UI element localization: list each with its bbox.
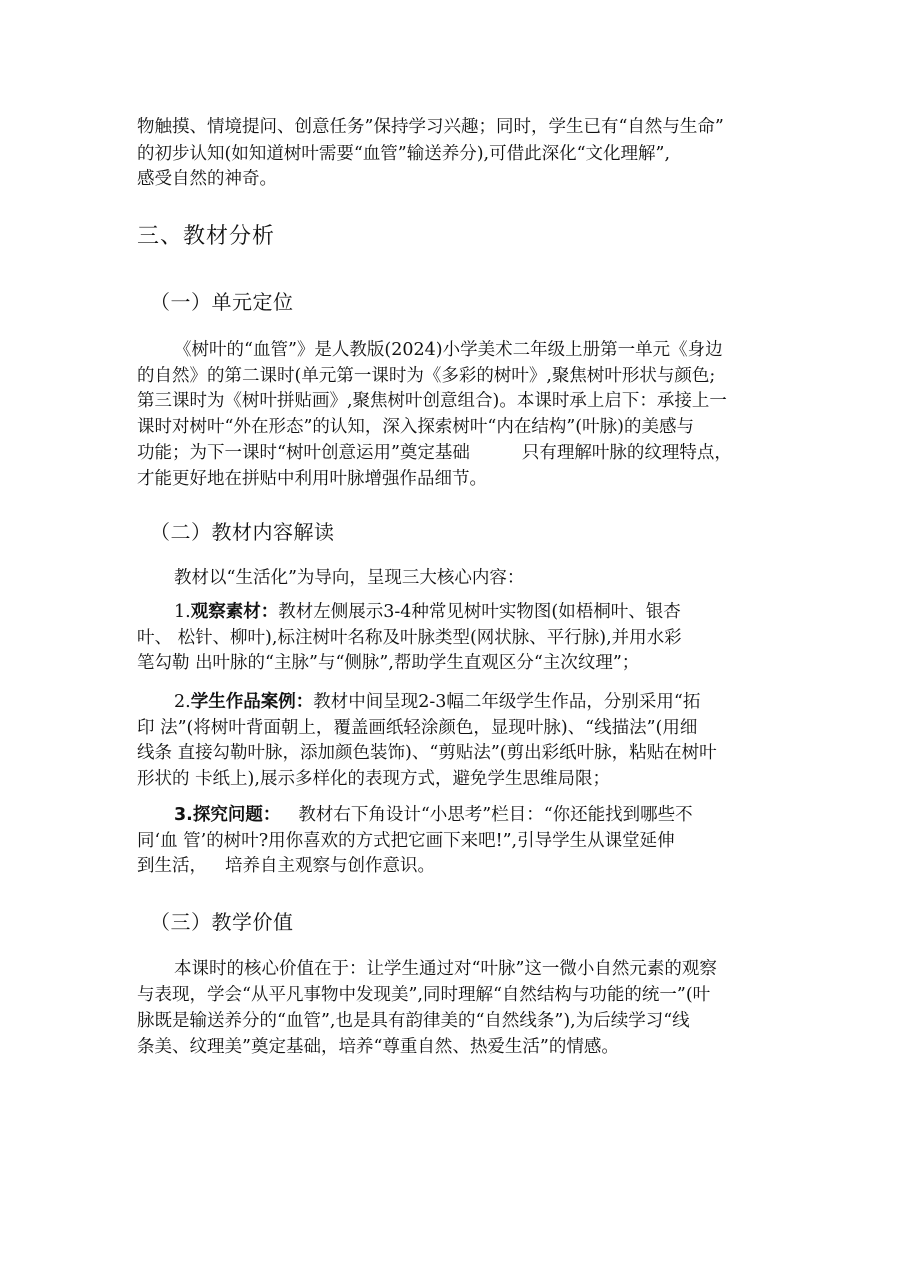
subsection-heading-2: （二）教材内容解读	[150, 520, 335, 544]
unit-paragraph-line-5	[137, 441, 732, 466]
item2-line-1	[174, 690, 700, 715]
unit-paragraph-line-1: 《树叶的“血管”》是人教版(2024)小学美术二年级上册第一单元《身边	[174, 340, 723, 360]
item3-text-3a: 到生活，	[137, 856, 207, 876]
item1-line-1	[174, 600, 681, 625]
item2-line-2: 印 法”(将树叶背面朝上，覆盖画纸轻涂颜色，显现叶脉)、“线描法”(用细	[137, 718, 698, 738]
item1-number: 1.	[174, 602, 191, 622]
item1-label: 观察素材：	[190, 602, 279, 622]
item3-line-1	[174, 803, 693, 828]
subsection-heading-1: （一）单元定位	[150, 290, 294, 314]
section-heading: 三、教材分析	[137, 224, 276, 249]
item2-label: 学生作品案例：	[190, 692, 314, 712]
item1-line-2: 叶、 松针、柳叶),标注树叶名称及叶脉类型(网状脉、平行脉),并用水彩	[137, 628, 682, 648]
intro-line-1: 物触摸、情境提问、创意任务”保持学习兴趣；同时，学生已有“自然与生命”	[137, 117, 724, 137]
item2-line-4: 形状的 卡纸上),展示多样化的表现方式，避免学生思维局限；	[137, 769, 610, 789]
item3-text-1: 教材右下角设计“小思考”栏目：“你还能找到哪些不	[298, 805, 693, 825]
unit-paragraph-line-3: 第三课时为《树叶拼贴画》,聚焦树叶创意组合)。本课时承上启下：承接上一	[137, 391, 727, 411]
value-paragraph-line-1: 本课时的核心价值在于：让学生通过对“叶脉”这一微小自然元素的观察	[174, 959, 717, 979]
item3-line-3	[137, 854, 435, 879]
unit-paragraph-line-5a: 功能；为下一课时“树叶创意运用”奠定基础	[137, 443, 470, 463]
item1-line-3: 笔勾勒 出叶脉的“主脉”与“侧脉”,帮助学生直观区分“主次纹理”；	[137, 653, 640, 673]
value-paragraph-line-2: 与表现，学会“从平凡事物中发现美”,同时理解“自然结构与功能的统一”(叶	[137, 985, 711, 1005]
unit-paragraph-line-2: 的自然》的第二课时(单元第一课时为《多彩的树叶》,聚焦树叶形状与颜色;	[137, 366, 716, 386]
intro-line-2: 的初步认知(如知道树叶需要“血管”输送养分),可借此深化“文化理解”,	[137, 144, 671, 164]
value-paragraph-line-4: 条美、纹理美”奠定基础，培养“尊重自然、热爱生活”的情感。	[137, 1037, 619, 1057]
item2-text-1: 教材中间呈现2-3幅二年级学生作品，分别采用“拓	[313, 692, 701, 712]
unit-paragraph-line-6: 才能更好地在拼贴中利用叶脉增强作品细节。	[137, 469, 487, 489]
subsection-heading-3: （三）教学价值	[150, 910, 294, 934]
unit-paragraph-line-5b: 只有理解叶脉的纹理特点，	[521, 443, 732, 463]
item3-label: 3.探究问题：	[174, 805, 281, 825]
item2-line-3: 线条 直接勾勒叶脉，添加颜色装饰)、“剪贴法”(剪出彩纸叶脉，粘贴在树叶	[137, 743, 717, 763]
item2-number: 2.	[174, 692, 191, 712]
unit-paragraph-line-4: 课时对树叶“外在形态”的认知，深入探索树叶“内在结构”(叶脉)的美感与	[137, 417, 694, 437]
intro-line-3: 感受自然的神奇。	[137, 169, 277, 189]
value-paragraph-line-3: 脉既是输送养分的“血管”,也是具有韵律美的“自然线条”),为后续学习“线	[137, 1011, 690, 1031]
item3-text-3b: 培养自主观察与创作意识。	[225, 856, 435, 876]
content-lead: 教材以“生活化”为导向，呈现三大核心内容：	[174, 568, 525, 588]
item1-text-1: 教材左侧展示3-4种常见树叶实物图(如梧桐叶、银杏	[278, 602, 681, 622]
item3-line-2: 同‘血 管’的树叶?用你喜欢的方式把它画下来吧!”,引导学生从课堂延伸	[137, 831, 675, 851]
